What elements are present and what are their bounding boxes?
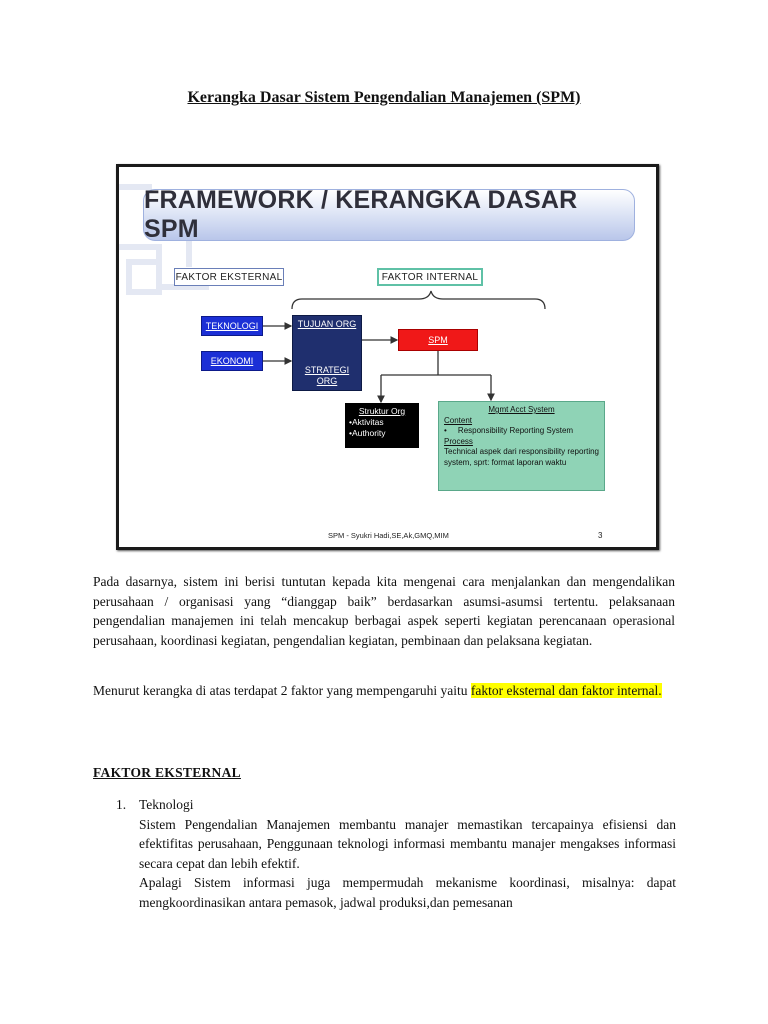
list-item-text-1: Sistem Pengendalian Manajemen membantu manajer memastikan tercapainya efisiensi dan efektifitas perusahaan, Penggunaan teknologi informasi membantu manajer mengakses informasi secara cepat dan lebih efektif. xyxy=(139,816,676,871)
ekonomi-box: EKONOMI xyxy=(201,351,263,371)
struktur-title: Struktur Org xyxy=(358,406,406,416)
list-item-number: 1. xyxy=(116,797,127,812)
paragraph-2-text: Menurut kerangka di atas terdapat 2 faktor yang mempengaruhi yaitu xyxy=(93,683,471,698)
mgmt-content-item: • Responsibility Reporting System xyxy=(444,426,574,435)
struktur-item-authority: •Authority xyxy=(349,428,386,438)
paragraph-1: Pada dasarnya, sistem ini berisi tuntutan kepada kita mengenai cara menjalankan dan mengendalikan perusahaan / organisasi yang “dianggap baik” berdasarkan asumsi-asumsi tertentu. pelaksanaan pengendalian manajemen ini telah mencakup berbagai aspek seperti kegiatan perencanaan operasional perusahaan, koordinasi kegiatan, pengendalian kegiatan, pembinaan dan pelaksana kegiatan. xyxy=(93,574,675,648)
strategi-line1: STRATEGI xyxy=(304,365,350,375)
spm-box: SPM xyxy=(398,329,478,351)
mgmt-process-label: Process xyxy=(444,436,473,446)
banner-title: FRAMEWORK / KERANGKA DASAR SPM xyxy=(144,186,578,243)
tujuan-label: TUJUAN ORG xyxy=(297,319,357,329)
faktor-internal-label: FAKTOR INTERNAL xyxy=(377,268,483,286)
list-item-title: Teknologi xyxy=(139,797,194,812)
faktor-eksternal-label: FAKTOR EKSTERNAL xyxy=(174,268,284,286)
figure-footer: SPM - Syukri Hadi,SE,Ak,GMQ,MIM xyxy=(328,531,449,540)
brace xyxy=(292,291,545,309)
mgmt-acct-box xyxy=(438,401,605,491)
tujuan-strategi-box xyxy=(292,315,362,391)
connector-lines xyxy=(119,167,659,550)
mgmt-title: Mgmt Acct System xyxy=(488,405,555,414)
paragraph-2 xyxy=(93,681,675,701)
framework-figure xyxy=(116,164,659,550)
teknologi-box: TEKNOLOGI xyxy=(201,316,263,336)
mgmt-content-label: Content xyxy=(444,415,473,425)
list-item-header xyxy=(116,795,676,815)
faktor-list xyxy=(116,795,676,912)
document-title: Kerangka Dasar Sistem Pengendalian Manajemen (SPM) xyxy=(187,89,581,106)
struktur-item-aktivitas: •Aktivitas xyxy=(349,417,384,427)
strategi-label xyxy=(293,365,361,387)
list-item-text-2: Apalagi Sistem informasi juga mempermudah mekanisme koordinasi, misalnya: dapat mengkoordinasikan antara pemasok, jadwal produksi,dan pemesanan xyxy=(139,875,676,910)
mgmt-process-text: Technical aspek dari responsibility reporting system, sprt: format laporan waktu xyxy=(444,447,599,467)
section-heading: FAKTOR EKSTERNAL xyxy=(93,765,241,780)
highlighted-text: faktor eksternal dan faktor internal. xyxy=(470,683,662,698)
strategi-line2: ORG xyxy=(316,376,338,386)
struktur-org-box xyxy=(345,403,419,448)
figure-page-number: 3 xyxy=(598,531,603,540)
